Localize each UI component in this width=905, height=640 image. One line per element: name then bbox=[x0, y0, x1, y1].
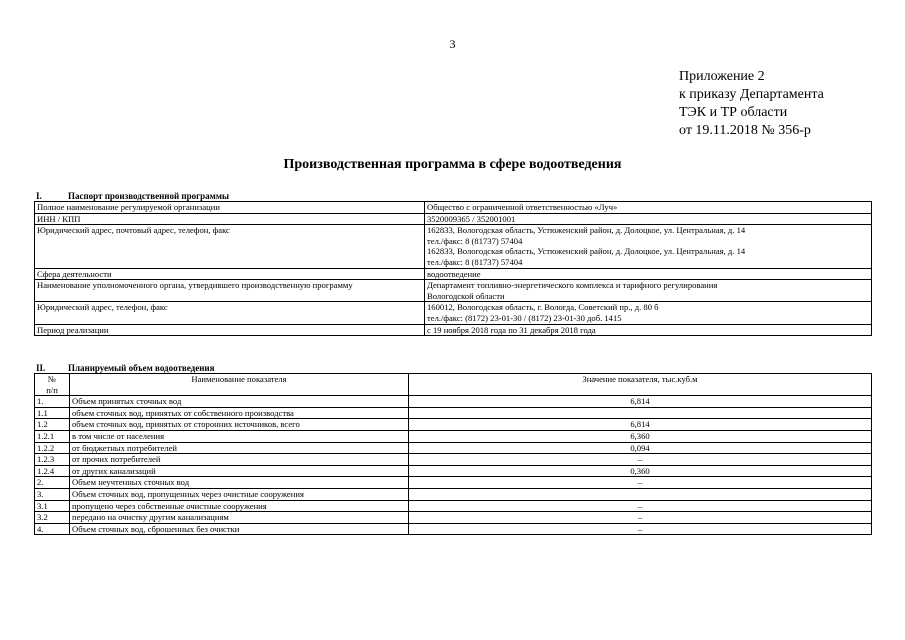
passport-value-line: с 19 ноября 2018 года по 31 декабря 2018 года bbox=[427, 324, 596, 335]
indicator-value: 6,360 bbox=[409, 430, 872, 442]
passport-value-line: тел./факс: 8 (81737) 57404 bbox=[427, 235, 523, 246]
indicator-name: от других канализаций bbox=[70, 465, 409, 477]
indicator-name: передано на очистку другим канализациям bbox=[70, 512, 409, 524]
passport-value-line: 162833, Вологодская область, Устюженский район, д. Долоцкое, ул. Центральная, д. 14 bbox=[427, 225, 746, 236]
indicator-value: – bbox=[409, 500, 872, 512]
passport-value bbox=[425, 225, 872, 268]
passport-label: ИНН / КПП bbox=[35, 213, 425, 225]
appendix-line: Приложение 2 bbox=[679, 69, 765, 84]
section-heading bbox=[36, 191, 229, 201]
row-number: 1.1 bbox=[35, 407, 70, 419]
indicator-name: Объем принятых сточных вод bbox=[70, 396, 409, 408]
table-row bbox=[35, 324, 872, 336]
row-number: 3. bbox=[35, 488, 70, 500]
indicator-name: Объем сточных вод, сброшенных без очистки bbox=[70, 523, 409, 535]
passport-value-line: тел./факс: (8172) 23-01-30 / (8172) 23-01-30 доб. 1415 bbox=[427, 312, 622, 323]
row-number: 1.2.2 bbox=[35, 442, 70, 454]
passport-value bbox=[425, 280, 872, 302]
indicator-name: Объем неучтенных сточных вод bbox=[70, 477, 409, 489]
table-row bbox=[35, 225, 872, 268]
table-row bbox=[35, 523, 872, 535]
passport-value-line: Вологодской области bbox=[427, 290, 505, 301]
appendix-line: ТЭК и ТР области bbox=[679, 105, 788, 120]
passport-value-line: 3520009365 / 352001001 bbox=[427, 213, 516, 224]
passport-value bbox=[425, 213, 872, 225]
passport-label: Юридический адрес, телефон, факс bbox=[35, 302, 425, 324]
table-row bbox=[35, 465, 872, 477]
indicator-value: – bbox=[409, 523, 872, 535]
passport-value bbox=[425, 302, 872, 324]
passport-value-line: Общество с ограниченной ответственностью «Луч» bbox=[427, 202, 618, 212]
table-header-row bbox=[35, 374, 872, 396]
row-number: 4. bbox=[35, 523, 70, 535]
volume-table bbox=[34, 373, 872, 535]
column-header-number: № п/п bbox=[35, 374, 70, 396]
indicator-name: Объем сточных вод, пропущенных через очистные сооружения bbox=[70, 488, 409, 500]
appendix-line: от 19.11.2018 № 356-р bbox=[679, 123, 811, 138]
row-number: 1.2.3 bbox=[35, 454, 70, 466]
row-number: 1.2 bbox=[35, 419, 70, 431]
indicator-value: – bbox=[409, 454, 872, 466]
page-number: 3 bbox=[449, 37, 456, 51]
passport-table bbox=[34, 201, 872, 336]
row-number: 1.2.4 bbox=[35, 465, 70, 477]
passport-value-line: 160012, Вологодская область, г. Вологда, Советский пр., д. 80 б bbox=[427, 302, 659, 313]
indicator-name: объем сточных вод, принятых от собственного производства bbox=[70, 407, 409, 419]
indicator-value: 6,814 bbox=[409, 396, 872, 408]
table-row bbox=[35, 202, 872, 214]
indicator-name: пропущено через собственные очистные сооружения bbox=[70, 500, 409, 512]
indicator-name: от прочих потребителей bbox=[70, 454, 409, 466]
passport-label: Сфера деятельности bbox=[35, 268, 425, 280]
column-header-value: Значение показателя, тыс.куб.м bbox=[409, 374, 872, 396]
indicator-name: объем сточных вод, принятых от сторонних источников, всего bbox=[70, 419, 409, 431]
table-row bbox=[35, 213, 872, 225]
section-number: I. bbox=[36, 191, 42, 201]
row-number: 1.2.1 bbox=[35, 430, 70, 442]
table-row bbox=[35, 512, 872, 524]
row-number: 1. bbox=[35, 396, 70, 408]
table-row bbox=[35, 430, 872, 442]
passport-value bbox=[425, 268, 872, 280]
indicator-value: 6,814 bbox=[409, 419, 872, 431]
table-row bbox=[35, 500, 872, 512]
section-number: II. bbox=[36, 363, 46, 373]
indicator-name: в том числе от населения bbox=[70, 430, 409, 442]
section-heading bbox=[36, 363, 214, 373]
table-row bbox=[35, 477, 872, 489]
table-row bbox=[35, 488, 872, 500]
indicator-value bbox=[409, 488, 872, 500]
passport-value-line: Департамент топливно-энергетического комплекса и тарифного регулирования bbox=[427, 280, 718, 291]
passport-label: Полное наименование регулируемой организации bbox=[35, 202, 425, 214]
table-row bbox=[35, 302, 872, 324]
section-title: Паспорт производственной программы bbox=[68, 191, 229, 201]
row-number: 3.2 bbox=[35, 512, 70, 524]
column-header-name: Наименование показателя bbox=[70, 374, 409, 396]
table-row bbox=[35, 442, 872, 454]
passport-value-line: 162833, Вологодская область, Устюженский район, д. Долоцкое, ул. Центральная, д. 14 bbox=[427, 246, 746, 257]
passport-value-line: водоотведение bbox=[427, 268, 481, 279]
passport-label: Юридический адрес, почтовый адрес, телефон, факс bbox=[35, 225, 425, 268]
indicator-value: – bbox=[409, 512, 872, 524]
indicator-value: 0,094 bbox=[409, 442, 872, 454]
table-row bbox=[35, 268, 872, 280]
document-title: Производственная программа в сфере водоотведения bbox=[283, 157, 622, 172]
row-number: 2. bbox=[35, 477, 70, 489]
indicator-value bbox=[409, 407, 872, 419]
indicator-value: 0,360 bbox=[409, 465, 872, 477]
passport-value-line: тел./факс: 8 (81737) 57404 bbox=[427, 256, 523, 267]
passport-label: Наименование уполномоченного органа, утвердившего производственную программу bbox=[35, 280, 425, 302]
passport-value bbox=[425, 324, 872, 336]
table-row bbox=[35, 396, 872, 408]
table-row bbox=[35, 454, 872, 466]
table-row bbox=[35, 419, 872, 431]
table-row bbox=[35, 407, 872, 419]
passport-value bbox=[425, 202, 872, 214]
table-row bbox=[35, 280, 872, 302]
appendix-block bbox=[679, 68, 824, 140]
indicator-value: – bbox=[409, 477, 872, 489]
row-number: 3.1 bbox=[35, 500, 70, 512]
indicator-name: от бюджетных потребителей bbox=[70, 442, 409, 454]
section-title: Планируемый объем водоотведения bbox=[68, 363, 215, 373]
passport-label: Период реализации bbox=[35, 324, 425, 336]
appendix-line: к приказу Департамента bbox=[679, 87, 824, 102]
